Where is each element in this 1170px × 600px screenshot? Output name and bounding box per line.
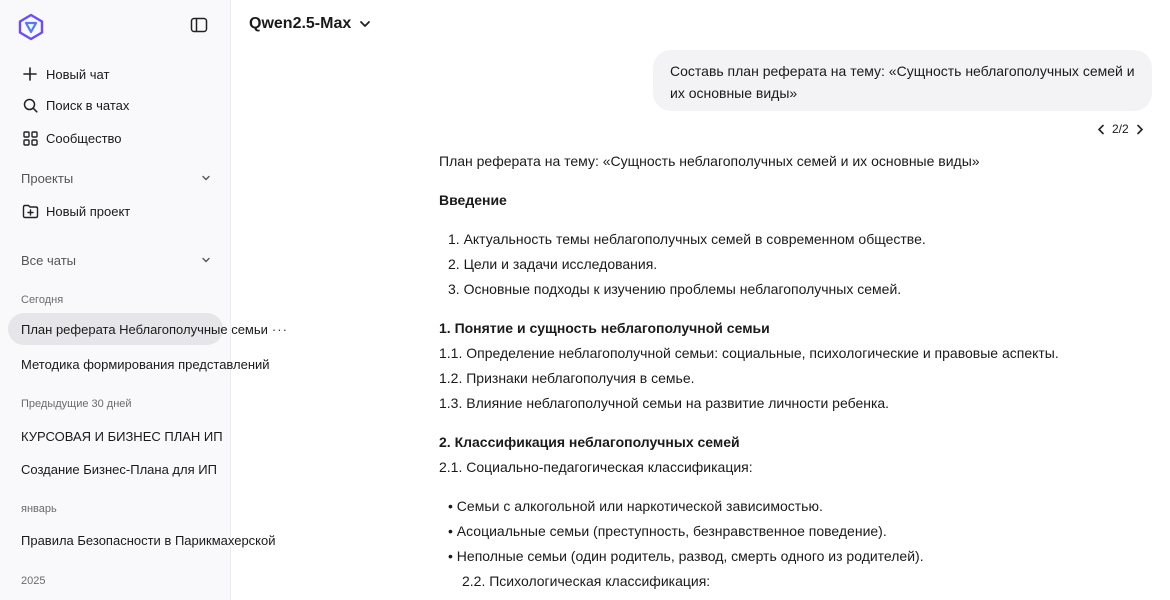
bullet-item: • Неполные семьи (один родитель, развод, смерть одного из родителей). — [448, 548, 924, 564]
list-item: 1.3. Влияние неблагополучной семьи на развитие личности ребенка. — [439, 395, 890, 411]
answer-title: План реферата на тему: «Сущность неблагополучных семей и их основные виды» — [439, 153, 980, 169]
search-chats-button[interactable] — [21, 93, 129, 117]
group-label-year: 2025 — [21, 575, 46, 587]
list-item: 1.2. Признаки неблагополучия в семье. — [439, 370, 695, 386]
list-item: 1. Актуальность темы неблагополучных семей в современном обществе. — [448, 231, 926, 247]
list-item: 3. Основные подходы к изучению проблемы неблагополучных семей. — [448, 281, 902, 297]
section2-subheading-2: 2.2. Психологическая классификация: — [462, 573, 711, 589]
chevron-down-icon — [201, 171, 211, 186]
chat-item-title: План реферата Неблагополучные семьи — [21, 321, 268, 337]
chat-item-title: Создание Бизнес-Плана для ИП — [21, 461, 217, 477]
more-options-icon[interactable]: ··· — [271, 321, 288, 337]
new-chat-label: Новый чат — [46, 66, 110, 82]
model-name: Qwen2.5-Max — [249, 15, 352, 32]
chat-item-title: Методика формирования представлений — [21, 356, 270, 372]
new-project-button[interactable] — [21, 199, 130, 223]
group-label-prev30: Предыдущие 30 дней — [21, 398, 132, 410]
all-chats-label: Все чаты — [21, 252, 77, 268]
projects-section-toggle[interactable] — [21, 167, 211, 189]
new-project-label: Новый проект — [46, 203, 131, 219]
bullet-item: • Асоциальные семьи (преступность, безнравственное поведение). — [448, 523, 887, 539]
chat-item[interactable] — [8, 420, 223, 452]
all-chats-section-toggle[interactable] — [21, 249, 211, 271]
chevron-right-icon[interactable] — [1133, 121, 1147, 137]
new-chat-button[interactable] — [21, 62, 109, 86]
search-chats-label: Поиск в чатах — [46, 97, 130, 113]
pager-count: 2/2 — [1112, 122, 1129, 136]
response-pager — [1094, 121, 1147, 137]
search-icon — [21, 96, 39, 114]
community-button[interactable] — [21, 126, 122, 150]
sidebar-toggle-icon[interactable] — [190, 16, 210, 36]
chevron-down-icon — [201, 253, 211, 268]
user-message-text: Составь план реферата на тему: «Сущность неблагополучных семей и их основные виды» — [670, 63, 1135, 101]
chat-item[interactable] — [8, 524, 276, 556]
user-message-bubble — [653, 50, 1152, 111]
chevron-left-icon[interactable] — [1094, 121, 1108, 137]
community-grid-icon — [21, 129, 39, 147]
bullet-text: Семьи с алкогольной или наркотической зависимостью. — [456, 498, 823, 514]
bullet-item: • Семьи с алкогольной или наркотической зависимостью. — [448, 498, 823, 514]
section2-heading: 2. Классификация неблагополучных семей — [439, 434, 740, 450]
group-label-today: Сегодня — [21, 294, 64, 306]
bullet-text: Неполные семьи (один родитель, развод, смерть одного из родителей). — [456, 548, 924, 564]
plus-icon — [21, 65, 39, 83]
projects-label: Проекты — [21, 170, 74, 186]
chat-item-title: КУРСОВАЯ И БИЗНЕС ПЛАН ИП — [21, 428, 223, 444]
qwen-logo-icon[interactable] — [17, 13, 45, 41]
model-selector[interactable] — [249, 15, 371, 33]
community-label: Сообщество — [46, 130, 122, 146]
group-label-january: январь — [21, 503, 57, 515]
chat-item-title: Правила Безопасности в Парикмахерской — [21, 532, 276, 548]
section2-subheading: 2.1. Социально-педагогическая классификация: — [439, 459, 753, 475]
chevron-down-icon — [359, 18, 371, 30]
list-item: 2. Цели и задачи исследования. — [448, 256, 658, 272]
intro-heading: Введение — [439, 192, 507, 208]
bullet-text: Асоциальные семьи (преступность, безнравственное поведение). — [456, 523, 887, 539]
list-item: 1.1. Определение неблагополучной семьи: социальные, психологические и правовые аспекты. — [439, 345, 1059, 361]
folder-plus-icon — [21, 202, 39, 220]
sidebar — [0, 0, 288, 600]
chat-item[interactable] — [8, 453, 223, 485]
chat-item[interactable] — [8, 348, 270, 380]
chat-item-active[interactable] — [8, 313, 288, 345]
section1-heading: 1. Понятие и сущность неблагополучной семьи — [439, 320, 770, 336]
